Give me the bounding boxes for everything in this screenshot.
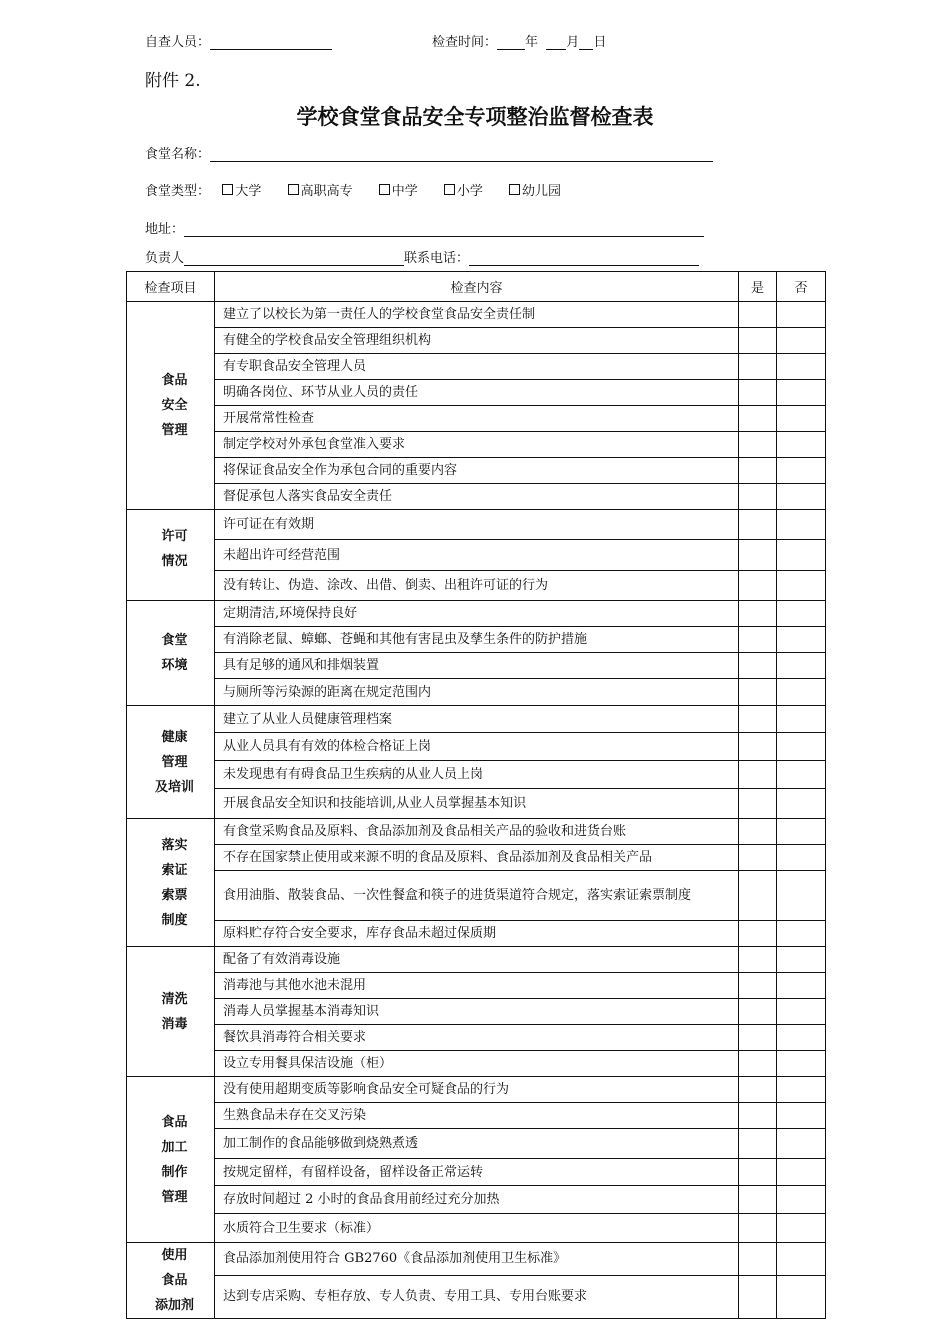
no-cell[interactable] <box>777 706 826 733</box>
table-row <box>127 1103 826 1129</box>
yes-cell[interactable] <box>739 1025 777 1051</box>
table-row <box>127 458 826 484</box>
check-item: 制定学校对外承包食堂准入要求 <box>215 432 739 458</box>
check-item: 开展食品安全知识和技能培训,从业人员掌握基本知识 <box>215 789 739 819</box>
no-cell[interactable] <box>777 1243 826 1276</box>
category-label: 制作 <box>161 1164 188 1180</box>
check-item: 有消除老鼠、蟑螂、苍蝇和其他有害昆虫及孳生条件的防护措施 <box>215 627 739 653</box>
table-row <box>127 328 826 354</box>
table-row <box>127 1275 826 1318</box>
table-row <box>127 706 826 733</box>
table-row <box>127 653 826 679</box>
check-item: 未发现患有有碍食品卫生疾病的从业人员上岗 <box>215 761 739 789</box>
canteen-name-field[interactable] <box>210 147 713 162</box>
no-cell[interactable] <box>777 627 826 653</box>
category-label: 加工 <box>161 1139 188 1155</box>
no-cell[interactable] <box>777 302 826 328</box>
table-row <box>127 432 826 458</box>
yes-cell[interactable] <box>739 973 777 999</box>
table-row <box>127 1214 826 1243</box>
table-row <box>127 973 826 999</box>
check-item: 水质符合卫生要求（标准） <box>215 1214 739 1243</box>
yes-cell[interactable] <box>739 484 777 510</box>
no-cell[interactable] <box>777 432 826 458</box>
checkbox-icon[interactable] <box>444 184 455 195</box>
yes-cell[interactable] <box>739 1186 777 1214</box>
no-cell[interactable] <box>777 510 826 540</box>
category-cell <box>127 1077 215 1243</box>
no-cell[interactable] <box>777 1159 826 1186</box>
table-row <box>127 1051 826 1077</box>
no-cell[interactable] <box>777 1186 826 1214</box>
month-field[interactable] <box>546 35 566 50</box>
check-item: 加工制作的食品能够做到烧熟煮透 <box>215 1129 739 1159</box>
no-cell[interactable] <box>777 328 826 354</box>
canteen-type-label: 食堂类型： <box>145 184 211 199</box>
day-label: 日 <box>593 35 607 50</box>
header-yes: 是 <box>739 272 777 302</box>
yes-cell[interactable] <box>739 1077 777 1103</box>
check-item: 消毒人员掌握基本消毒知识 <box>215 999 739 1025</box>
check-item: 许可证在有效期 <box>215 510 739 540</box>
checkbox-icon[interactable] <box>288 184 299 195</box>
yes-cell[interactable] <box>739 328 777 354</box>
yes-cell[interactable] <box>739 653 777 679</box>
yes-cell[interactable] <box>739 406 777 432</box>
table-row <box>127 871 826 921</box>
category-label: 及培训 <box>154 779 194 795</box>
no-cell[interactable] <box>777 999 826 1025</box>
header-no: 否 <box>777 272 826 302</box>
no-cell[interactable] <box>777 733 826 761</box>
checkbox-icon[interactable] <box>379 184 390 195</box>
category-label: 安全 <box>161 398 188 413</box>
yes-cell[interactable] <box>739 302 777 328</box>
table-row <box>127 733 826 761</box>
type-option-middle-school[interactable]: 中学 <box>379 184 418 199</box>
no-cell[interactable] <box>777 601 826 627</box>
no-cell[interactable] <box>777 845 826 871</box>
canteen-name-line <box>145 143 713 162</box>
yes-cell[interactable] <box>739 761 777 789</box>
table-row <box>127 601 826 627</box>
person-field[interactable] <box>184 251 404 266</box>
table-row <box>127 789 826 819</box>
yes-cell[interactable] <box>739 679 777 706</box>
table-row <box>127 761 826 789</box>
category-label: 许可 <box>161 529 188 544</box>
header-content: 检查内容 <box>215 272 739 302</box>
phone-field[interactable] <box>469 251 699 266</box>
month-label: 月 <box>566 35 580 50</box>
no-cell[interactable] <box>777 458 826 484</box>
no-cell[interactable] <box>777 1103 826 1129</box>
yes-cell[interactable] <box>739 819 777 845</box>
type-option-college[interactable]: 高职高专 <box>288 184 353 199</box>
table-header-row <box>127 272 826 302</box>
yes-cell[interactable] <box>739 706 777 733</box>
no-cell[interactable] <box>777 973 826 999</box>
category-label: 情况 <box>161 554 188 569</box>
check-item: 有专职食品安全管理人员 <box>215 354 739 380</box>
table-row <box>127 845 826 871</box>
person-label: 负责人 <box>145 251 185 266</box>
category-cell <box>127 1243 215 1319</box>
check-item: 建立了以校长为第一责任人的学校食堂食品安全责任制 <box>215 302 739 328</box>
check-item: 按规定留样，有留样设备，留样设备正常运转 <box>215 1159 739 1186</box>
yes-cell[interactable] <box>739 733 777 761</box>
yes-cell[interactable] <box>739 921 777 947</box>
phone-label: 联系电话： <box>404 251 470 266</box>
annex-label: 附件 2. <box>145 71 201 91</box>
no-cell[interactable] <box>777 406 826 432</box>
checkbox-icon[interactable] <box>509 184 520 195</box>
table-row <box>127 999 826 1025</box>
check-item: 开展常常性检查 <box>215 406 739 432</box>
check-item: 生熟食品未存在交叉污染 <box>215 1103 739 1129</box>
no-cell[interactable] <box>777 819 826 845</box>
yes-cell[interactable] <box>739 354 777 380</box>
table-row <box>127 406 826 432</box>
time-label: 检查时间： <box>432 35 498 50</box>
table-row <box>127 380 826 406</box>
table-row <box>127 571 826 601</box>
day-field[interactable] <box>579 35 593 50</box>
check-item: 设立专用餐具保洁设施（柜） <box>215 1051 739 1077</box>
table-row <box>127 1077 826 1103</box>
no-cell[interactable] <box>777 1051 826 1077</box>
table-row <box>127 819 826 845</box>
table-row <box>127 302 826 328</box>
type-option-primary-school[interactable]: 小学 <box>444 184 483 199</box>
no-cell[interactable] <box>777 1275 826 1318</box>
check-item: 达到专店采购、专柜存放、专人负责、专用工具、专用台账要求 <box>215 1275 739 1318</box>
yes-cell[interactable] <box>739 999 777 1025</box>
yes-cell[interactable] <box>739 380 777 406</box>
yes-cell[interactable] <box>739 871 777 921</box>
check-item: 存放时间超过 2 小时的食品食用前经过充分加热 <box>215 1186 739 1214</box>
yes-cell[interactable] <box>739 1243 777 1276</box>
category-label: 食品 <box>161 1114 188 1130</box>
table-row <box>127 947 826 973</box>
table-row <box>127 540 826 571</box>
category-cell <box>127 510 215 601</box>
yes-cell[interactable] <box>739 1129 777 1159</box>
check-item: 具有足够的通风和排烟装置 <box>215 653 739 679</box>
check-item: 没有转让、伪造、涂改、出借、倒卖、出租许可证的行为 <box>215 571 739 601</box>
yes-cell[interactable] <box>739 1051 777 1077</box>
check-item: 消毒池与其他水池未混用 <box>215 973 739 999</box>
check-item: 明确各岗位、环节从业人员的责任 <box>215 380 739 406</box>
table-row <box>127 1159 826 1186</box>
type-option-kindergarten[interactable]: 幼儿园 <box>509 184 561 199</box>
category-label: 索证 <box>161 862 188 878</box>
table-row <box>127 921 826 947</box>
check-item: 督促承包人落实食品安全责任 <box>215 484 739 510</box>
inspector-line <box>145 31 332 50</box>
category-label: 食堂 <box>161 633 188 648</box>
year-field[interactable] <box>497 35 525 50</box>
inspect-time-line <box>432 31 606 50</box>
inspector-label: 自查人员： <box>145 35 211 50</box>
category-label: 管理 <box>161 754 188 770</box>
table-row <box>127 627 826 653</box>
checkbox-icon[interactable] <box>222 184 233 195</box>
category-cell <box>127 302 215 510</box>
yes-cell[interactable] <box>739 627 777 653</box>
check-item: 有健全的学校食品安全管理组织机构 <box>215 328 739 354</box>
yes-cell[interactable] <box>739 1214 777 1243</box>
no-cell[interactable] <box>777 571 826 601</box>
no-cell[interactable] <box>777 653 826 679</box>
address-field[interactable] <box>184 222 704 237</box>
yes-cell[interactable] <box>739 510 777 540</box>
no-cell[interactable] <box>777 921 826 947</box>
yes-cell[interactable] <box>739 540 777 571</box>
check-item: 未超出许可经营范围 <box>215 540 739 571</box>
no-cell[interactable] <box>777 679 826 706</box>
category-label: 使用 <box>161 1248 188 1263</box>
yes-cell[interactable] <box>739 1103 777 1129</box>
category-label: 落实 <box>161 837 188 853</box>
category-label: 环境 <box>161 658 188 673</box>
table-row <box>127 1025 826 1051</box>
table-row <box>127 510 826 540</box>
yes-cell[interactable] <box>739 601 777 627</box>
check-item: 定期清洁,环境保持良好 <box>215 601 739 627</box>
no-cell[interactable] <box>777 871 826 921</box>
category-label: 索票 <box>161 887 188 903</box>
yes-cell[interactable] <box>739 1275 777 1318</box>
header-item: 检查项目 <box>127 272 215 302</box>
table-row <box>127 1243 826 1276</box>
category-cell <box>127 601 215 706</box>
yes-cell[interactable] <box>739 458 777 484</box>
check-item: 食品添加剂使用符合 GB2760《食品添加剂使用卫生标准》 <box>215 1243 739 1276</box>
table-row <box>127 1129 826 1159</box>
category-cell <box>127 819 215 947</box>
category-label: 制度 <box>161 912 188 928</box>
table-row <box>127 354 826 380</box>
page-title: 学校食堂食品安全专项整治监督检查表 <box>296 105 654 129</box>
yes-cell[interactable] <box>739 571 777 601</box>
category-label: 食品 <box>161 1273 188 1288</box>
table-row <box>127 484 826 510</box>
table-row <box>127 679 826 706</box>
address-label: 地址： <box>145 222 185 237</box>
inspector-field[interactable] <box>210 35 332 50</box>
no-cell[interactable] <box>777 540 826 571</box>
category-label: 食品 <box>161 373 188 388</box>
check-item: 食用油脂、散装食品、一次性餐盒和筷子的进货渠道符合规定，落实索证索票制度 <box>215 871 739 921</box>
no-cell[interactable] <box>777 1077 826 1103</box>
yes-cell[interactable] <box>739 947 777 973</box>
type-option-university[interactable]: 大学 <box>222 184 261 199</box>
no-cell[interactable] <box>777 1214 826 1243</box>
category-label: 管理 <box>161 423 188 438</box>
inspection-table <box>126 271 826 1319</box>
canteen-name-label: 食堂名称： <box>145 147 211 162</box>
year-label: 年 <box>525 35 539 50</box>
category-label: 消毒 <box>161 1016 188 1032</box>
category-label: 清洗 <box>161 991 188 1007</box>
no-cell[interactable] <box>777 1025 826 1051</box>
no-cell[interactable] <box>777 761 826 789</box>
no-cell[interactable] <box>777 484 826 510</box>
no-cell[interactable] <box>777 380 826 406</box>
yes-cell[interactable] <box>739 1159 777 1186</box>
check-item: 将保证食品安全作为承包合同的重要内容 <box>215 458 739 484</box>
no-cell[interactable] <box>777 354 826 380</box>
person-phone-line <box>145 247 699 266</box>
check-item: 建立了从业人员健康管理档案 <box>215 706 739 733</box>
canteen-type-line <box>145 180 583 199</box>
yes-cell[interactable] <box>739 432 777 458</box>
table-body <box>127 302 826 1319</box>
no-cell[interactable] <box>777 1129 826 1159</box>
check-item: 没有使用超期变质等影响食品安全可疑食品的行为 <box>215 1077 739 1103</box>
category-label: 添加剂 <box>154 1298 194 1313</box>
check-item: 与厕所等污染源的距离在规定范围内 <box>215 679 739 706</box>
no-cell[interactable] <box>777 947 826 973</box>
check-item: 原料贮存符合安全要求，库存食品未超过保质期 <box>215 921 739 947</box>
yes-cell[interactable] <box>739 845 777 871</box>
check-item: 餐饮具消毒符合相关要求 <box>215 1025 739 1051</box>
check-item: 不存在国家禁止使用或来源不明的食品及原料、食品添加剂及食品相关产品 <box>215 845 739 871</box>
category-label: 管理 <box>161 1189 188 1205</box>
check-item: 从业人员具有有效的体检合格证上岗 <box>215 733 739 761</box>
category-label: 健康 <box>161 729 188 745</box>
table-row <box>127 1186 826 1214</box>
category-cell <box>127 947 215 1077</box>
check-item: 配备了有效消毒设施 <box>215 947 739 973</box>
category-cell <box>127 706 215 819</box>
address-line <box>145 218 704 237</box>
check-item: 有食堂采购食品及原料、食品添加剂及食品相关产品的验收和进货台账 <box>215 819 739 845</box>
yes-cell[interactable] <box>739 789 777 819</box>
no-cell[interactable] <box>777 789 826 819</box>
